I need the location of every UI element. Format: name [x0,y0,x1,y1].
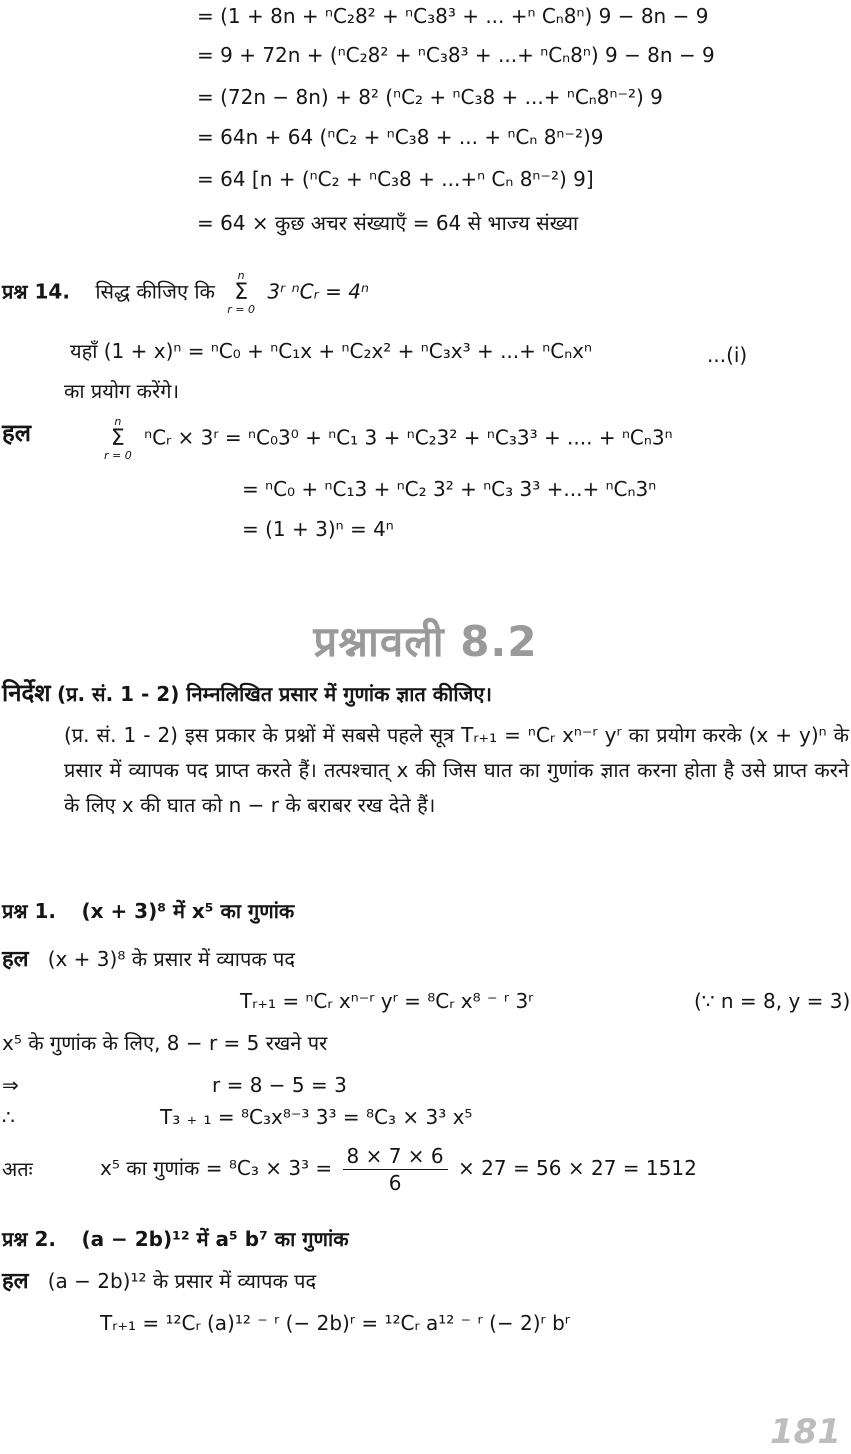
solution-label: हल [2,947,29,972]
solution-14-expression: ⁿCᵣ × 3ʳ = ⁿC₀3⁰ + ⁿC₁ 3 + ⁿC₂3² + ⁿC₃3³ + .... + ⁿCₙ3ⁿ [144,425,673,450]
fraction [343,1143,448,1196]
question-14-text: सिद्ध कीजिए कि [95,279,215,304]
implies-text: r = 8 − 5 = 3 [212,1073,347,1097]
equation-line-1: = (1 + 8n + ⁿC₂8² + ⁿC₃8³ + ... +ⁿ Cₙ8ⁿ) 9 − 8n − 9 [197,4,709,28]
equation-line-2: = 9 + 72n + (ⁿC₂8² + ⁿC₃8³ + ...+ ⁿCₙ8ⁿ) 9 − 8n − 9 [197,43,715,67]
solution-14-line-1 [98,416,673,462]
general-term: Tᵣ₊₁ = ⁿCᵣ xⁿ⁻ʳ yʳ = ⁸Cᵣ x⁸ ⁻ ʳ 3ʳ [240,989,534,1013]
solution-14-line-2: = ⁿC₀ + ⁿC₁3 + ⁿC₂ 3² + ⁿC₃ 3³ +...+ ⁿCₙ3ⁿ [242,477,657,501]
fraction-numerator: 8 × 7 × 6 [343,1143,448,1170]
result-right: × 27 = 56 × 27 = 1512 [458,1156,697,1180]
instruction-text: (प्र. सं. 1 - 2) निम्नलिखित प्रसार में गुणांक ज्ञात कीजिए। [56,682,492,706]
question-2-label: प्रश्न 2. [2,1227,56,1251]
question-14-hint-cont: का प्रयोग करेंगे। [64,379,180,403]
sigma-top: n [237,269,245,282]
general-term-2: Tᵣ₊₁ = ¹²Cᵣ (a)¹² ⁻ ʳ (− 2b)ʳ = ¹²Cᵣ a¹² ⁻ ʳ (− 2)ʳ bʳ [100,1311,570,1335]
result-left: x⁵ का गुणांक = ⁸C₃ × 3³ = [100,1156,333,1180]
question-14-hint: यहाँ (1 + x)ⁿ = ⁿC₀ + ⁿC₁x + ⁿC₂x² + ⁿC₃x³ + ...+ ⁿCₙxⁿ [70,339,592,363]
solution-2-intro-text: (a − 2b)¹² के प्रसार में व्यापक पद [47,1269,317,1293]
instruction-label: निर्देश [2,679,51,707]
solution-1-intro-text: (x + 3)⁸ के प्रसार में व्यापक पद [47,947,296,971]
equation-line-4: = 64n + 64 (ⁿC₂ + ⁿC₃8 + ... + ⁿCₙ 8ⁿ⁻²)9 [197,125,604,149]
equation-reference: ...(i) [707,343,748,367]
sigma-symbol: n Σ r = 0 [227,269,256,316]
solution-label: हल [2,1269,29,1294]
question-2 [2,1226,349,1252]
sigma-symbol: n Σ r = 0 [104,415,132,462]
question-14-label: प्रश्न 14. [2,279,70,304]
coefficient-condition: x⁵ के गुणांक के लिए, 8 − r = 5 रखने पर [2,1031,328,1055]
page-number: 181 [770,1412,841,1452]
question-1-label: प्रश्न 1. [2,899,56,923]
solution-1-intro [2,946,295,973]
fraction-denominator: 6 [388,1171,402,1195]
sigma-bottom: r = 0 [227,303,256,316]
instruction [2,680,492,707]
solution-2-intro [2,1268,316,1295]
exercise-title: प्रश्नावली 8.2 [313,617,538,666]
question-14-expression: 3ʳ ⁿCᵣ = 4ⁿ [267,279,369,304]
therefore-text: T₃ ₊ ₁ = ⁸C₃x⁸⁻³ 3³ = ⁸C₃ × 3³ x⁵ [160,1105,473,1129]
equation-line-3: = (72n − 8n) + 8² (ⁿC₂ + ⁿC₃8 + ...+ ⁿCₙ8ⁿ⁻²) 9 [197,85,663,109]
equation-line-5: = 64 [n + (ⁿC₂ + ⁿC₃8 + ...+ⁿ Cₙ 8ⁿ⁻²) 9] [197,167,594,191]
solution-label: हल [2,419,32,447]
instruction-explanation: (प्र. सं. 1 - 2) इस प्रकार के प्रश्नों में सबसे पहले सूत्र Tᵣ₊₁ = ⁿCᵣ xⁿ⁻ʳ yʳ का प्रयोग करके (x + y)ⁿ के प्रसार में व्यापक पद प्राप्त करते हैं। तत्पश्चात् x की जिस घात का गुणांक ज्ञात करना होता है उसे प्राप्त करने के लिए x की घात को n − r के बराबर रख देते हैं। [64,723,849,817]
question-1-text: (x + 3)⁸ में x⁵ का गुणांक [81,899,295,923]
hence-label: अतः [2,1157,33,1181]
therefore-symbol: ∴ [2,1105,15,1129]
solution-14-line-3: = (1 + 3)ⁿ = 4ⁿ [242,517,394,541]
question-1 [2,898,294,924]
question-14 [2,270,369,316]
coefficient-result [100,1142,697,1196]
equation-line-6: = 64 × कुछ अचर संख्याएँ = 64 से भाज्य संख्या [197,211,579,235]
sigma-bottom: r = 0 [104,449,132,462]
implies-symbol: ⇒ [2,1073,19,1097]
sigma-top: n [114,415,122,428]
question-2-text: (a − 2b)¹² में a⁵ b⁷ का गुणांक [81,1227,349,1251]
general-term-note: (∵ n = 8, y = 3) [694,989,851,1013]
